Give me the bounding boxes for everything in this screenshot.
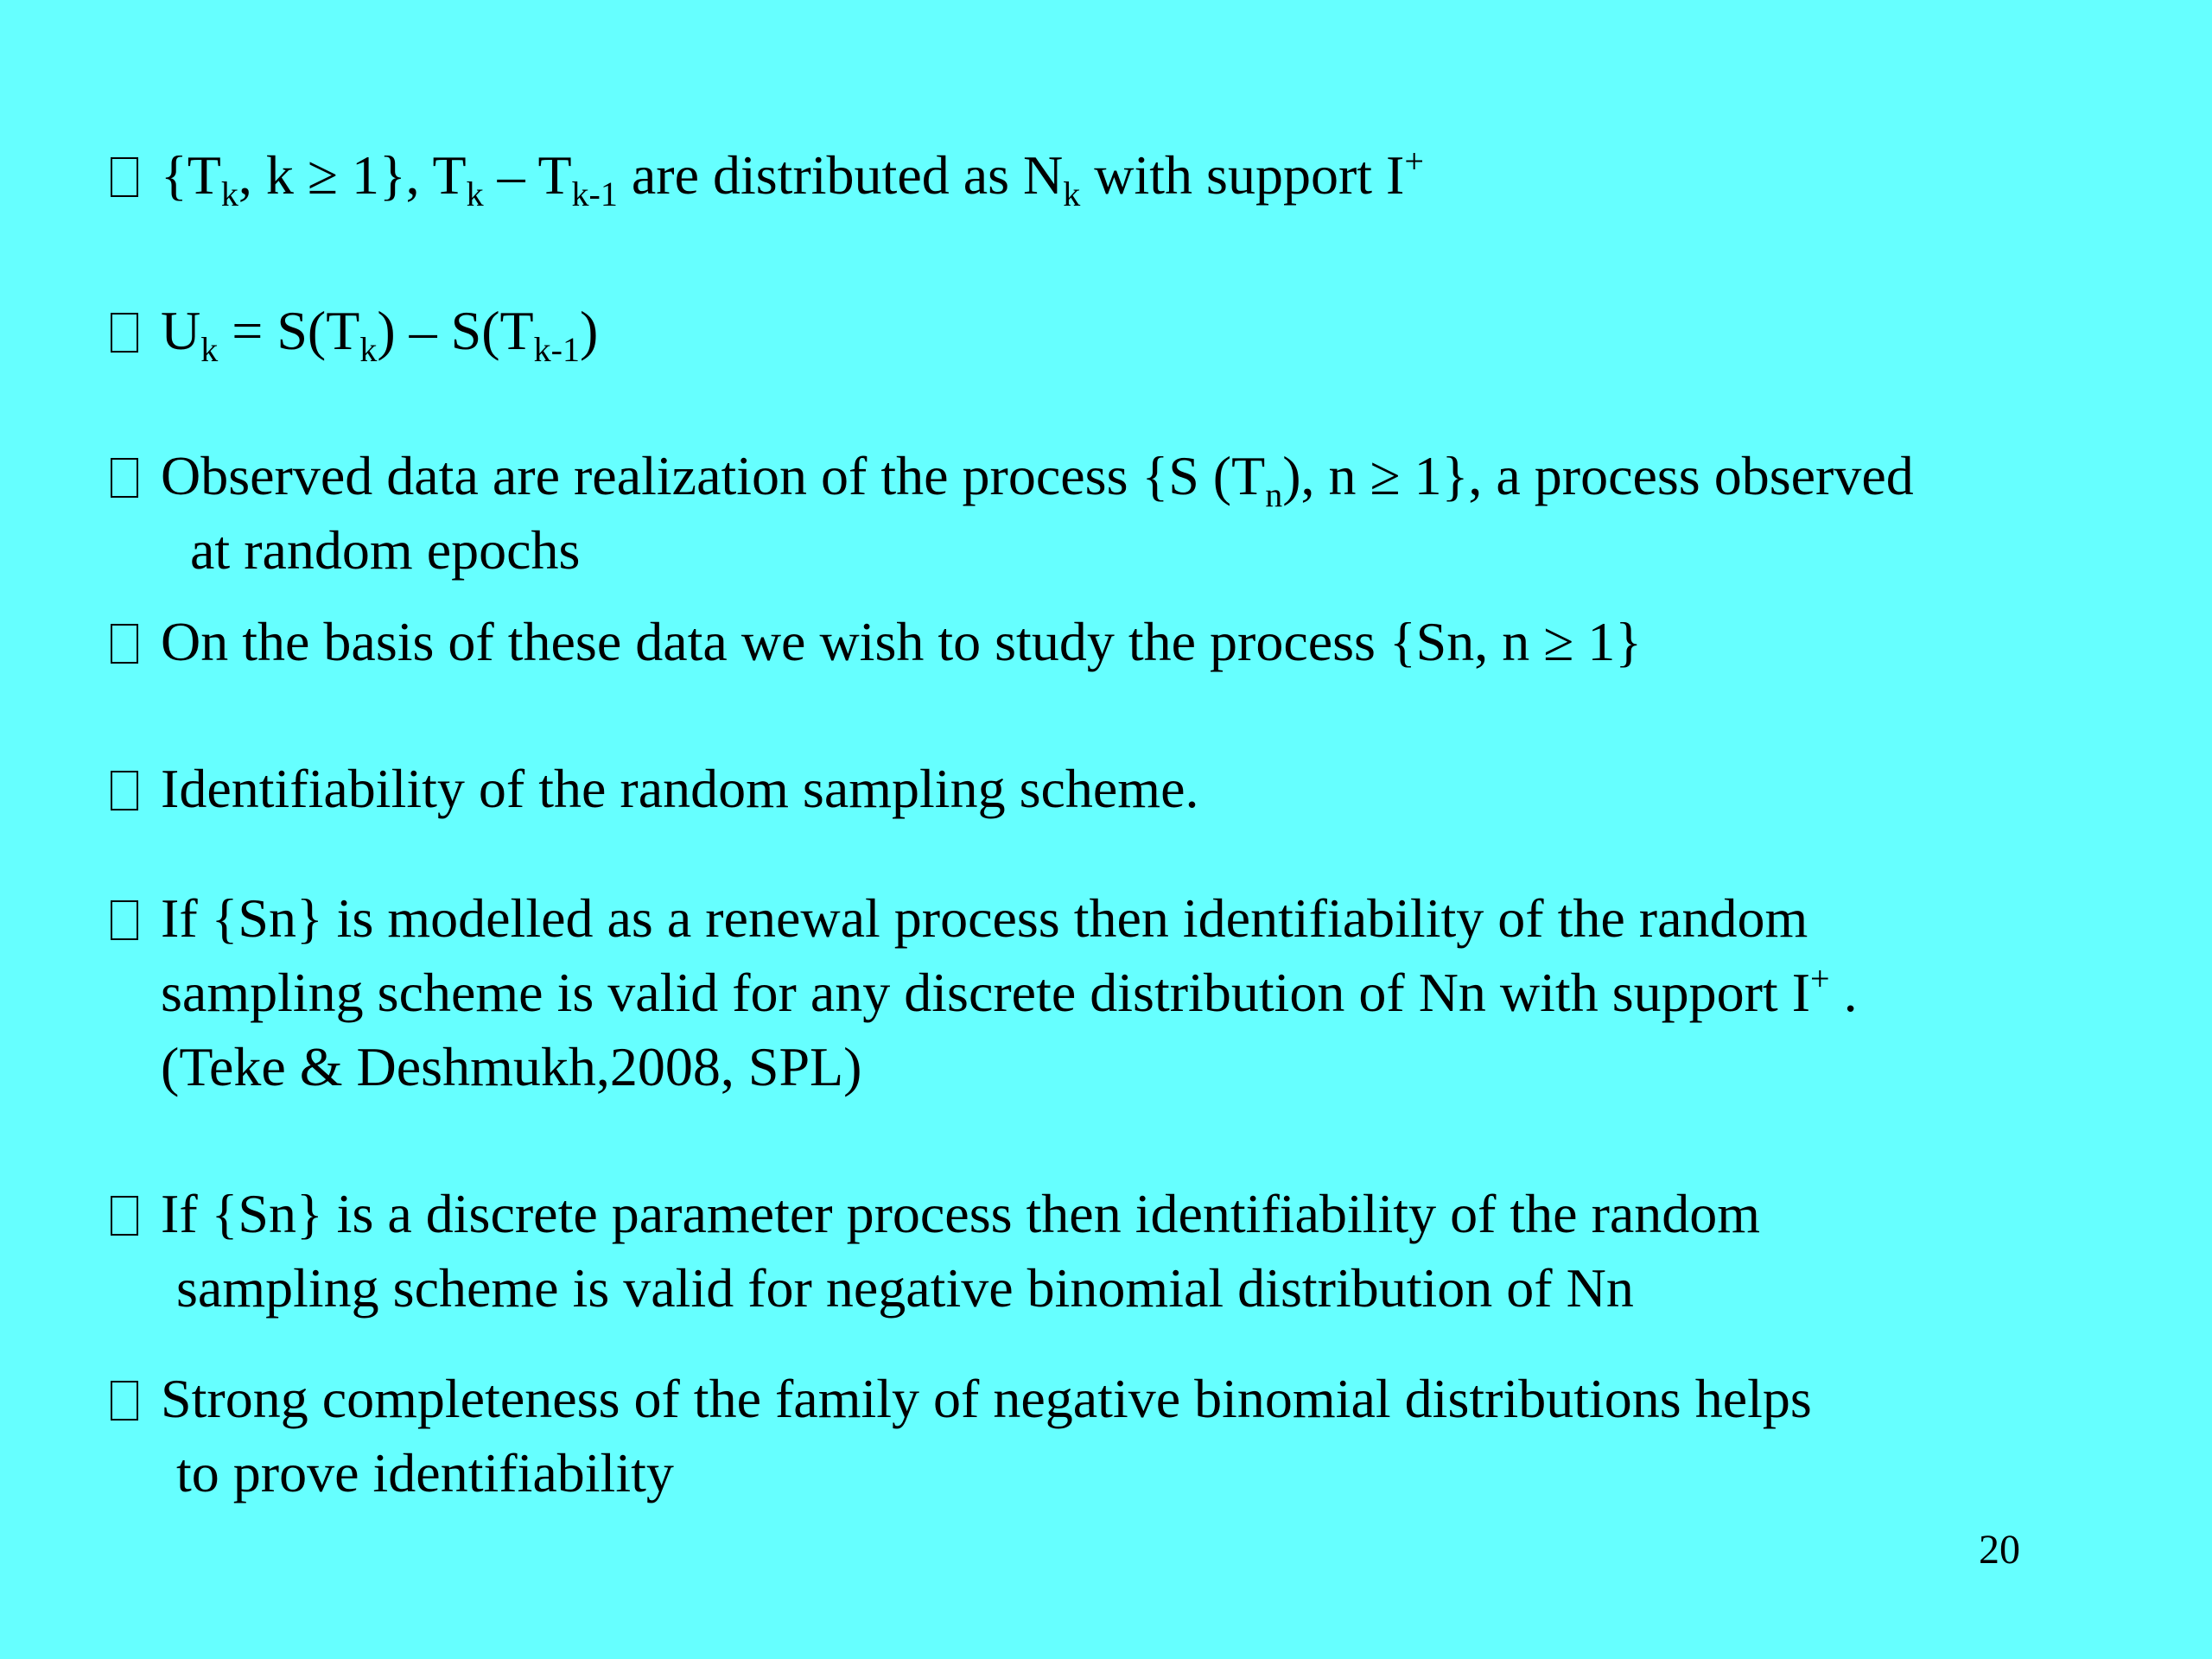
square-bullet-icon xyxy=(111,624,138,664)
bullet-item-3 xyxy=(111,439,2133,588)
bullet-text-line-1: If {Sn} is a discrete parameter process then identifiability of the random xyxy=(161,1183,1761,1244)
bullet-text-line-2: at random epochs xyxy=(190,519,581,581)
bullet-item-5 xyxy=(111,752,2133,826)
bullet-item-1 xyxy=(111,138,2133,213)
square-bullet-icon xyxy=(111,157,138,197)
square-bullet-icon xyxy=(111,900,138,940)
bullet-text: Identifiability of the random sampling scheme. xyxy=(161,758,1199,819)
bullet-item-4 xyxy=(111,605,2133,679)
square-bullet-icon xyxy=(111,458,138,498)
page-number: 20 xyxy=(1979,1527,2020,1573)
bullet-item-6 xyxy=(111,881,2133,1104)
bullet-text-line-1: Observed data are realization of the process {S $(T_n)$, n ≥ 1}, a process observed xyxy=(161,445,1914,514)
bullet-text-line-2: sampling scheme is valid for negative binomial distribution of Nn xyxy=(176,1257,1634,1319)
bullet-text-line-1: Strong completeness of the family of negative binomial distributions helps xyxy=(161,1368,1812,1429)
bullet-text: On the basis of these data we wish to study the process {Sn, n ≥ 1} xyxy=(161,611,1643,672)
bullet-text: {$T_k$, k ≥ 1}, $T_k - T_{k-1}$ are distributed as $N_k$ with support I+ xyxy=(161,142,1424,213)
bullet-text-line-2: to prove identifiability xyxy=(176,1442,674,1503)
bullet-text: $U_k = S(T_k) - S(T_{k-1})$ xyxy=(161,300,599,369)
bullet-item-8 xyxy=(111,1362,2133,1510)
bullet-item-7 xyxy=(111,1177,2133,1325)
square-bullet-icon xyxy=(111,1381,138,1421)
bullet-text-line-3: (Teke & Deshmukh,2008, SPL) xyxy=(161,1036,862,1097)
square-bullet-icon xyxy=(111,313,138,353)
square-bullet-icon xyxy=(111,771,138,810)
square-bullet-icon xyxy=(111,1196,138,1236)
bullet-text-line-2: sampling scheme is valid for any discrete distribution of Nn with support I+ . xyxy=(161,959,1858,1023)
bullet-text-line-1: If {Sn} is modelled as a renewal process then identifiability of the random xyxy=(161,887,1808,949)
bullet-item-2 xyxy=(111,294,2133,368)
